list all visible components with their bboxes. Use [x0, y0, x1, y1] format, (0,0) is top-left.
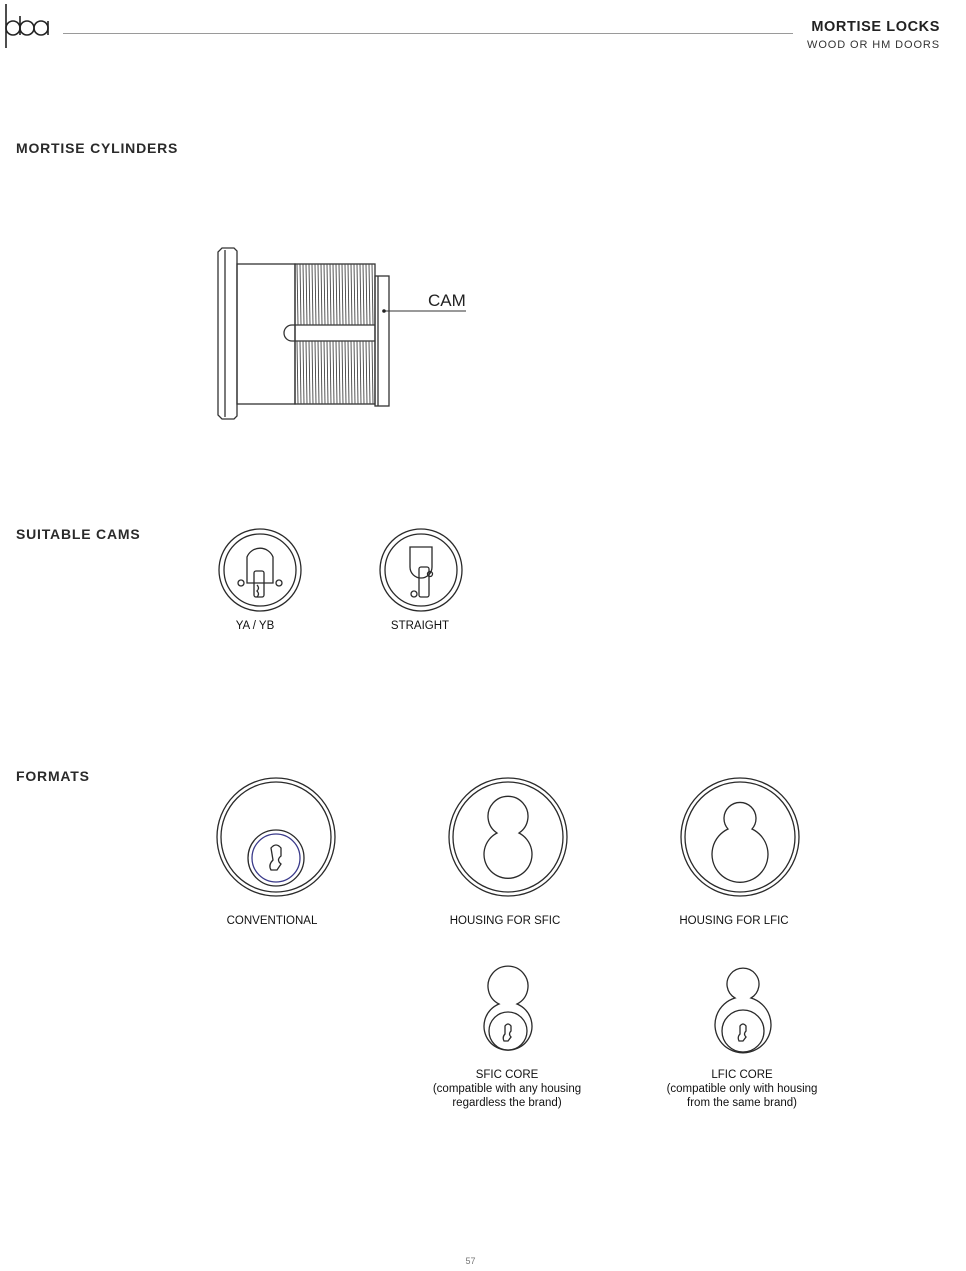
thread-line — [306, 264, 307, 325]
thread-line — [318, 341, 319, 404]
thread-line — [342, 341, 343, 404]
cam-label-straight: STRAIGHT — [390, 620, 450, 632]
section-heading-suitable-cams: SUITABLE CAMS — [16, 526, 141, 542]
thread-line — [324, 341, 325, 404]
cam-straight-icon — [378, 527, 464, 613]
thread-line — [339, 264, 340, 325]
thread-line — [360, 341, 361, 404]
lfic-core-note-line1: (compatible only with housing — [666, 1083, 818, 1095]
thread-line — [318, 264, 319, 325]
thread-line — [360, 264, 361, 325]
thread-line — [351, 341, 352, 404]
thread-line — [339, 341, 340, 404]
thread-line — [327, 264, 328, 325]
thread-line — [357, 264, 358, 325]
brand-logo — [2, 2, 52, 50]
lfic-core-note-line2: from the same brand) — [687, 1097, 797, 1109]
sfic-core-note-line1: (compatible with any housing — [432, 1083, 582, 1095]
thread-line — [312, 264, 313, 325]
thread-line — [366, 264, 367, 325]
thread-line — [372, 341, 373, 404]
thread-line — [336, 264, 337, 325]
thread-line — [297, 264, 298, 325]
thread-line — [372, 264, 373, 325]
sfic-housing-icon — [447, 776, 569, 898]
thread-line — [348, 264, 349, 325]
header-subtitle: WOOD OR HM DOORS — [807, 39, 940, 51]
conventional-cylinder-icon — [215, 776, 337, 898]
thread-line — [351, 264, 352, 325]
thread-line — [297, 341, 298, 404]
format-label-sfic-housing: HOUSING FOR SFIC — [449, 915, 561, 927]
thread-line — [333, 264, 334, 325]
header-title: MORTISE LOCKS — [811, 19, 940, 35]
thread-line — [348, 341, 349, 404]
format-label-conventional: CONVENTIONAL — [226, 915, 318, 927]
lfic-core-icon — [713, 968, 773, 1060]
thread-line — [330, 264, 331, 325]
lfic-housing-icon — [679, 776, 801, 898]
page-number: 57 — [465, 1256, 476, 1266]
thread-line — [315, 341, 316, 404]
thread-line — [369, 341, 370, 404]
thread-line — [306, 341, 307, 404]
thread-line — [321, 341, 322, 404]
thread-line — [324, 264, 325, 325]
thread-line — [333, 341, 334, 404]
thread-line — [330, 341, 331, 404]
section-heading-mortise-cylinders: MORTISE CYLINDERS — [16, 140, 179, 156]
thread-line — [345, 264, 346, 325]
thread-line — [369, 264, 370, 325]
lfic-core-label: LFIC CORE — [711, 1069, 773, 1081]
cam-label-ya-yb: YA / YB — [235, 620, 275, 632]
thread-line — [354, 264, 355, 325]
lfic-core-caption — [642, 1068, 842, 1110]
thread-line — [309, 341, 310, 404]
thread-line — [342, 264, 343, 325]
thread-line — [357, 341, 358, 404]
thread-line — [363, 264, 364, 325]
cam-ya-yb-icon — [217, 527, 303, 613]
thread-line — [327, 341, 328, 404]
thread-line — [303, 264, 304, 325]
sfic-core-note-line2: regardless the brand) — [452, 1097, 562, 1109]
sfic-core-label: SFIC CORE — [475, 1069, 539, 1081]
thread-line — [345, 341, 346, 404]
thread-line — [321, 264, 322, 325]
thread-line — [309, 264, 310, 325]
thread-line — [300, 341, 301, 404]
mortise-cylinder-drawing — [212, 245, 472, 425]
thread-line — [336, 341, 337, 404]
section-heading-formats: FORMATS — [16, 768, 90, 784]
header-rule — [63, 33, 793, 34]
format-label-lfic-housing: HOUSING FOR LFIC — [679, 915, 789, 927]
thread-line — [303, 341, 304, 404]
thread-line — [300, 264, 301, 325]
sfic-core-icon — [480, 968, 536, 1060]
cam-callout-label: CAM — [428, 291, 466, 310]
thread-line — [315, 264, 316, 325]
thread-line — [354, 341, 355, 404]
sfic-core-caption — [407, 1068, 607, 1110]
thread-line — [366, 341, 367, 404]
thread-line — [312, 341, 313, 404]
thread-line — [363, 341, 364, 404]
